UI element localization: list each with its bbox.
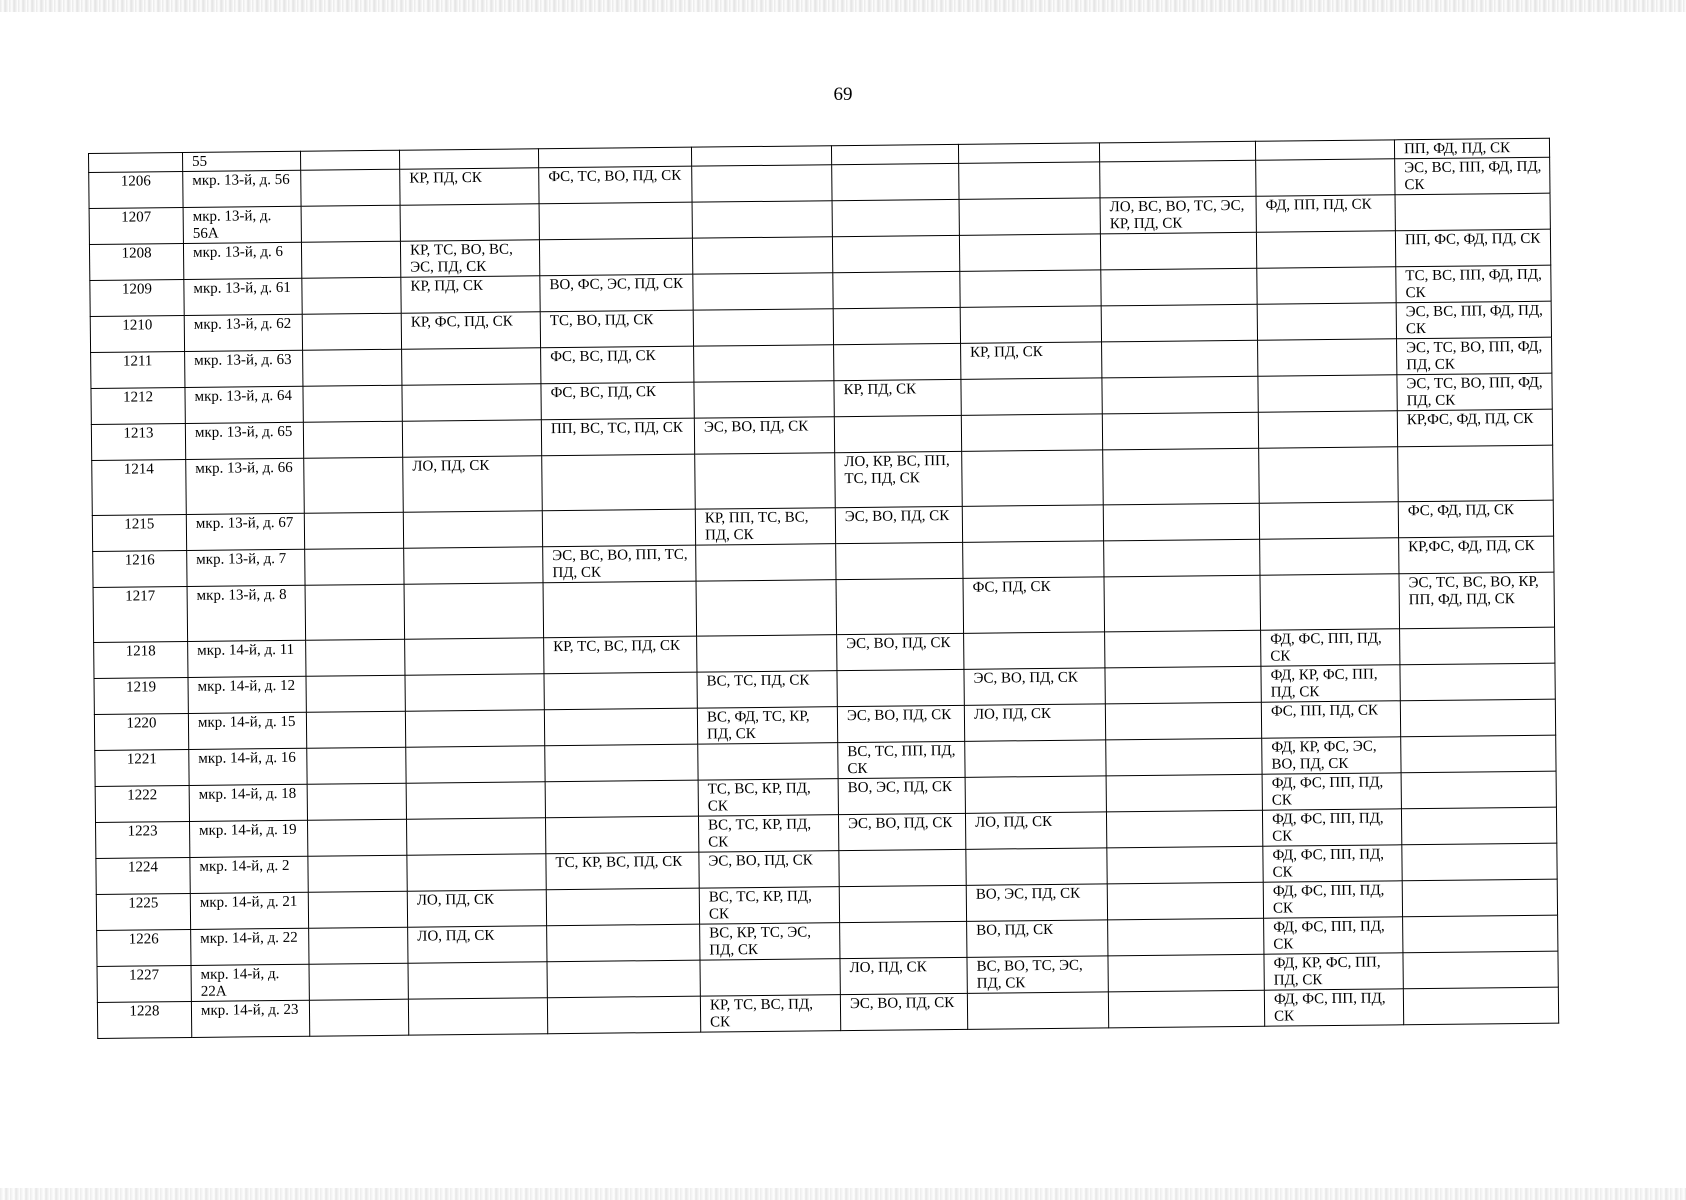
- work-cell: [304, 512, 403, 549]
- work-cell: ВС, ТС, ПД, СК: [697, 671, 837, 708]
- work-cell: [966, 848, 1107, 885]
- address-cell: мкр. 14-й, д. 21: [190, 892, 308, 929]
- work-cell: ВО, ПД, СК: [967, 920, 1108, 957]
- work-cell: ФД, КР, ФС, ЭС, ВО, ПД, СК: [1262, 737, 1401, 774]
- row-number: 1207: [89, 208, 183, 245]
- address-cell: мкр. 14-й, д. 11: [188, 640, 306, 677]
- work-cell: ЭС, ВО, ПД, СК: [694, 417, 834, 454]
- work-cell: [408, 962, 547, 999]
- work-cell: [1100, 232, 1256, 270]
- row-number: [89, 153, 183, 173]
- work-cell: [545, 780, 698, 818]
- address-cell: 55: [183, 151, 301, 171]
- address-cell: мкр. 13-й, д. 56А: [183, 206, 301, 243]
- work-cell: [963, 541, 1104, 578]
- work-cell: [700, 959, 840, 996]
- work-cell: [967, 992, 1108, 1029]
- work-cell: ВС, ТС, ПП, ПД, СК: [838, 741, 965, 778]
- address-cell: мкр. 13-й, д. 62: [184, 314, 302, 351]
- work-cell: [959, 234, 1100, 271]
- work-cell: [1257, 303, 1396, 340]
- work-cell: [404, 547, 543, 584]
- work-cell: ФД, КР, ФС, ПП, ПД, СК: [1261, 665, 1400, 702]
- address-cell: мкр. 14-й, д. 2: [190, 856, 308, 893]
- work-cell: [1105, 630, 1261, 668]
- row-number: 1212: [91, 387, 185, 424]
- row-number: 1219: [94, 677, 188, 714]
- work-cell: [1402, 879, 1557, 917]
- work-cell: [539, 202, 692, 240]
- work-cell: ЭС, ВС, ПП, ФД, ПД, СК: [1396, 301, 1551, 339]
- work-cell: [696, 544, 836, 581]
- work-cell: ЛО, ПД, СК: [403, 456, 543, 512]
- work-cell: [1258, 339, 1397, 376]
- work-cell: [1400, 627, 1555, 665]
- work-cell: [405, 710, 544, 747]
- work-cell: ФС, ВС, ПД, СК: [541, 382, 694, 420]
- work-cell: ФД, ПП, ПД, СК: [1256, 195, 1395, 232]
- work-cell: КР, ТС, ВО, ВС, ЭС, ПД, СК: [400, 240, 539, 277]
- work-cell: [539, 238, 692, 276]
- work-cell: [307, 747, 406, 784]
- work-cell: [305, 584, 405, 640]
- work-cell: ТС, КР, ВС, ПД, СК: [546, 852, 699, 890]
- scan-edge-bottom: [0, 1188, 1686, 1200]
- work-cell: [1403, 987, 1558, 1025]
- work-cell: [307, 783, 406, 820]
- row-number: 1206: [89, 172, 183, 209]
- work-cell: КР, ПП, ТС, ВС, ПД, СК: [695, 508, 835, 545]
- work-cell: КР,ФС, ФД, ПД, СК: [1397, 409, 1552, 447]
- work-cell: [962, 450, 1104, 506]
- work-cell: ФД, ФС, ПП, ПД, СК: [1264, 989, 1403, 1026]
- table-body: [89, 138, 1559, 1038]
- work-cell: [544, 672, 697, 710]
- work-cell: ЭС, ВО, ПД, СК: [837, 633, 964, 670]
- address-cell: мкр. 14-й, д. 23: [191, 1000, 309, 1037]
- row-number: 1214: [92, 459, 187, 515]
- address-cell: мкр. 14-й, д. 18: [189, 784, 307, 821]
- work-cell: ТС, ВС, ПП, ФД, ПД, СК: [1396, 265, 1551, 303]
- work-cell: ФД, ФС, ПП, ПД, СК: [1263, 881, 1402, 918]
- work-cell: [1100, 160, 1256, 198]
- work-cell: [692, 201, 832, 238]
- work-cell: [1104, 575, 1261, 632]
- work-cell: КР, ТС, ВС, ПД, СК: [700, 995, 840, 1032]
- work-cell: ВС, ТС, КР, ПД, СК: [698, 815, 838, 852]
- work-cell: [406, 746, 545, 783]
- work-cell: [1099, 141, 1255, 162]
- work-cell: КР, ПД, СК: [961, 342, 1102, 379]
- work-cell: [302, 277, 401, 314]
- work-cell: ФД, КР, ФС, ПП, ПД, СК: [1264, 953, 1403, 990]
- work-cell: [407, 854, 546, 891]
- work-cell: ПП, ФС, ФД, ПД, СК: [1395, 229, 1550, 267]
- address-cell: мкр. 14-й, д. 19: [190, 820, 308, 857]
- address-cell: мкр. 14-й, д. 22: [191, 928, 309, 965]
- work-cell: [1106, 738, 1262, 776]
- work-cell: ЭС, ВО, ПД, СК: [838, 813, 965, 850]
- work-cell: ВО, ФС, ЭС, ПД, СК: [540, 274, 693, 312]
- work-cell: [1108, 990, 1264, 1028]
- work-cell: [308, 855, 407, 892]
- work-cell: [402, 420, 541, 457]
- work-cell: [832, 199, 959, 236]
- work-cell: [402, 384, 541, 421]
- work-cell: ФС, ВС, ПД, СК: [541, 346, 694, 384]
- work-cell: [959, 162, 1100, 199]
- work-cell: ЭС, ВС, ВО, ПП, ТС, ПД, СК: [543, 545, 696, 583]
- work-cell: ВС, ТС, КР, ПД, СК: [699, 887, 839, 924]
- work-cell: [545, 744, 698, 782]
- work-cell: [1106, 774, 1262, 812]
- work-cell: [1258, 375, 1397, 412]
- work-cell: [1105, 702, 1261, 740]
- work-cell: [547, 924, 700, 962]
- row-number: 1208: [89, 244, 183, 281]
- work-cell: [832, 163, 959, 200]
- address-cell: мкр. 13-й, д. 6: [183, 242, 301, 279]
- address-cell: мкр. 13-й, д. 56: [183, 170, 301, 207]
- work-cell: [1401, 771, 1556, 809]
- work-cell: [836, 542, 963, 579]
- work-cell: [305, 548, 404, 585]
- work-cell: ФС, ПД, СК: [963, 577, 1105, 633]
- address-cell: мкр. 13-й, д. 63: [185, 350, 303, 387]
- work-cell: [693, 309, 833, 346]
- work-cell: [542, 454, 696, 511]
- work-cell: [546, 888, 699, 926]
- row-number: 1225: [96, 893, 190, 930]
- work-cell: [1108, 954, 1264, 992]
- work-cell: [1106, 810, 1262, 848]
- work-cell: [833, 307, 960, 344]
- address-cell: мкр. 14-й, д. 22А: [191, 964, 309, 1001]
- work-cell: ЭС, ВО, ПД, СК: [835, 506, 962, 543]
- row-number: 1215: [92, 514, 186, 551]
- work-cell: [309, 927, 408, 964]
- work-cell: КР, ПД, СК: [834, 379, 961, 416]
- work-cell: ЛО, ПД, СК: [408, 926, 547, 963]
- row-number: 1210: [90, 316, 184, 353]
- work-cell: ЭС, ВО, ПД, СК: [837, 705, 964, 742]
- work-cell: [1260, 538, 1399, 575]
- work-cell: [547, 996, 700, 1034]
- work-cell: [961, 378, 1102, 415]
- work-cell: [544, 708, 697, 746]
- page-number: 69: [833, 84, 853, 105]
- work-cell: ФД, ФС, ПП, ПД, СК: [1264, 917, 1403, 954]
- work-cell: [301, 169, 400, 206]
- row-number: 1227: [97, 965, 191, 1002]
- work-cell: КР, ФС, ПД, СК: [401, 312, 540, 349]
- work-cell: ЭС, ВС, ПП, ФД, ПД, СК: [1395, 157, 1550, 195]
- work-cell: [306, 711, 405, 748]
- work-cell: [1400, 663, 1555, 701]
- work-cell: [307, 819, 406, 856]
- work-cell: ЛО, ПД, СК: [840, 957, 967, 994]
- row-number: 1213: [91, 423, 185, 460]
- work-cell: [1259, 502, 1398, 539]
- work-cell: [1104, 539, 1260, 577]
- work-cell: ЛО, КР, ВС, ПП, ТС, ПД, СК: [835, 451, 963, 507]
- row-number: 1220: [94, 713, 188, 750]
- work-cell: [306, 675, 405, 712]
- work-cell: ВС, ВО, ТС, ЭС, ПД, СК: [967, 956, 1108, 993]
- work-cell: ТС, ВО, ПД, СК: [540, 310, 693, 348]
- work-cell: [1101, 304, 1257, 342]
- work-cell: КР, ПД, СК: [401, 276, 540, 313]
- work-cell: [691, 146, 831, 166]
- work-cell: ПП, ВС, ТС, ПД, СК: [541, 418, 694, 456]
- row-number: 1226: [97, 929, 191, 966]
- work-cell: [400, 204, 539, 241]
- work-cell: ФД, ФС, ПП, ПД, СК: [1261, 629, 1400, 666]
- work-cell: [406, 782, 545, 819]
- work-cell: [403, 511, 542, 548]
- work-cell: [692, 165, 832, 202]
- work-cell: КР, ТС, ВС, ПД, СК: [544, 636, 697, 674]
- work-cell: [1102, 340, 1258, 378]
- work-cell: [1107, 882, 1263, 920]
- work-cell: ЛО, ПД, СК: [407, 890, 546, 927]
- work-cell: ВС, КР, ТС, ЭС, ПД, СК: [700, 923, 840, 960]
- work-cell: [960, 270, 1101, 307]
- work-cell: [1102, 412, 1258, 450]
- work-cell: ЛО, ПД, СК: [964, 704, 1105, 741]
- address-cell: мкр. 13-й, д. 8: [187, 585, 306, 641]
- work-cell: [1257, 267, 1396, 304]
- work-cell: [964, 632, 1105, 669]
- address-cell: мкр. 14-й, д. 15: [188, 712, 306, 749]
- work-cell: ФД, ФС, ПП, ПД, СК: [1262, 773, 1401, 810]
- work-cell: [1401, 807, 1556, 845]
- address-cell: мкр. 13-й, д. 65: [185, 422, 303, 459]
- work-cell: ВО, ЭС, ПД, СК: [838, 777, 965, 814]
- work-cell: ФД, ФС, ПП, ПД, СК: [1262, 809, 1401, 846]
- work-cell: [1105, 666, 1261, 704]
- work-cell: [1259, 447, 1399, 503]
- work-cell: ЛО, ПД, СК: [965, 812, 1106, 849]
- work-cell: [696, 580, 837, 636]
- work-cell: [405, 674, 544, 711]
- repair-schedule-table: [88, 138, 1559, 1039]
- row-number: 1222: [95, 785, 189, 822]
- work-cell: [832, 235, 959, 272]
- work-cell: [306, 639, 405, 676]
- work-cell: [697, 635, 837, 672]
- work-cell: [402, 348, 541, 385]
- work-cell: ПП, ФД, ПД, СК: [1394, 138, 1549, 159]
- work-cell: [840, 921, 967, 958]
- work-cell: ЭС, ТС, ВС, ВО, КР, ПП, ФД, ПД, СК: [1399, 572, 1555, 629]
- work-cell: [694, 381, 834, 418]
- work-cell: [1258, 411, 1397, 448]
- work-cell: [301, 205, 400, 242]
- row-number: 1218: [94, 641, 188, 678]
- work-cell: [1102, 376, 1258, 414]
- work-cell: [542, 509, 695, 547]
- work-cell: [399, 149, 538, 169]
- work-cell: [309, 999, 408, 1036]
- work-cell: [961, 414, 1102, 451]
- work-cell: [692, 237, 832, 274]
- work-cell: [1402, 843, 1557, 881]
- row-number: 1224: [96, 857, 190, 894]
- scan-edge-top: [0, 0, 1686, 12]
- work-cell: ФС, ФД, ПД, СК: [1398, 500, 1553, 538]
- work-cell: [960, 306, 1101, 343]
- work-cell: [405, 638, 544, 675]
- work-cell: [309, 963, 408, 1000]
- work-cell: [693, 273, 833, 310]
- address-cell: мкр. 13-й, д. 61: [184, 278, 302, 315]
- work-cell: [404, 583, 544, 639]
- work-cell: [545, 816, 698, 854]
- row-number: 1221: [95, 749, 189, 786]
- work-cell: [834, 343, 961, 380]
- work-cell: [1103, 448, 1260, 505]
- row-number: 1217: [93, 586, 188, 642]
- work-cell: [958, 143, 1099, 163]
- work-cell: [1256, 159, 1395, 196]
- work-cell: [965, 776, 1106, 813]
- work-cell: [695, 453, 836, 509]
- work-cell: [836, 578, 964, 634]
- work-cell: [304, 457, 404, 513]
- work-cell: [1400, 699, 1555, 737]
- work-cell: [837, 669, 964, 706]
- work-cell: [300, 150, 399, 170]
- work-cell: [1255, 140, 1394, 160]
- work-cell: [965, 740, 1106, 777]
- work-cell: [1403, 915, 1558, 953]
- work-cell: КР,ФС, ФД, ПД, СК: [1399, 536, 1554, 574]
- work-cell: ВО, ЭС, ПД, СК: [966, 884, 1107, 921]
- work-cell: [308, 891, 407, 928]
- work-cell: ФС, ТС, ВО, ПД, СК: [539, 166, 692, 204]
- work-cell: [547, 960, 700, 998]
- work-cell: [839, 849, 966, 886]
- work-cell: [959, 198, 1100, 235]
- work-cell: ФД, ФС, ПП, ПД, СК: [1263, 845, 1402, 882]
- document-sheet: [88, 138, 1559, 1039]
- work-cell: ЭС, ВО, ПД, СК: [699, 851, 839, 888]
- work-cell: [303, 385, 402, 422]
- work-cell: [1398, 445, 1554, 502]
- work-cell: [1395, 193, 1550, 231]
- work-cell: ВС, ФД, ТС, КР, ПД, СК: [697, 707, 837, 744]
- work-cell: [1256, 231, 1395, 268]
- row-number: 1223: [96, 821, 190, 858]
- work-cell: [839, 885, 966, 922]
- work-cell: [1401, 735, 1556, 773]
- work-cell: [543, 581, 697, 638]
- work-cell: [302, 313, 401, 350]
- work-cell: [962, 505, 1103, 542]
- address-cell: мкр. 14-й, д. 12: [188, 676, 306, 713]
- work-cell: [408, 998, 547, 1035]
- work-cell: [1260, 574, 1400, 630]
- work-cell: [831, 144, 958, 164]
- work-cell: ТС, ВС, КР, ПД, СК: [698, 779, 838, 816]
- work-cell: [1403, 951, 1558, 989]
- work-cell: ФС, ПП, ПД, СК: [1261, 701, 1400, 738]
- address-cell: мкр. 13-й, д. 64: [185, 386, 303, 423]
- address-cell: мкр. 13-й, д. 7: [187, 549, 305, 586]
- address-cell: мкр. 13-й, д. 67: [186, 513, 304, 550]
- row-number: 1216: [93, 550, 187, 587]
- work-cell: [698, 743, 838, 780]
- work-cell: ЭС, ТС, ВО, ПП, ФД, ПД, СК: [1397, 337, 1552, 375]
- work-cell: [538, 147, 691, 168]
- address-cell: мкр. 14-й, д. 16: [189, 748, 307, 785]
- work-cell: [694, 345, 834, 382]
- work-cell: [1103, 503, 1259, 541]
- work-cell: [833, 271, 960, 308]
- work-cell: ЭС, ТС, ВО, ПП, ФД, ПД, СК: [1397, 373, 1552, 411]
- work-cell: [834, 415, 961, 452]
- work-cell: ЭС, ВО, ПД, СК: [840, 993, 967, 1030]
- work-cell: [1108, 918, 1264, 956]
- work-cell: КР, ПД, СК: [400, 168, 539, 205]
- row-number: 1228: [97, 1001, 191, 1038]
- work-cell: [1101, 268, 1257, 306]
- address-cell: мкр. 13-й, д. 66: [186, 458, 305, 514]
- work-cell: [406, 818, 545, 855]
- work-cell: [303, 349, 402, 386]
- work-cell: [301, 241, 400, 278]
- work-cell: [303, 421, 402, 458]
- work-cell: ЛО, ВС, ВО, ТС, ЭС, КР, ПД, СК: [1100, 196, 1256, 234]
- row-number: 1211: [91, 351, 185, 388]
- work-cell: [1107, 846, 1263, 884]
- row-number: 1209: [90, 280, 184, 317]
- work-cell: ЭС, ВО, ПД, СК: [964, 668, 1105, 705]
